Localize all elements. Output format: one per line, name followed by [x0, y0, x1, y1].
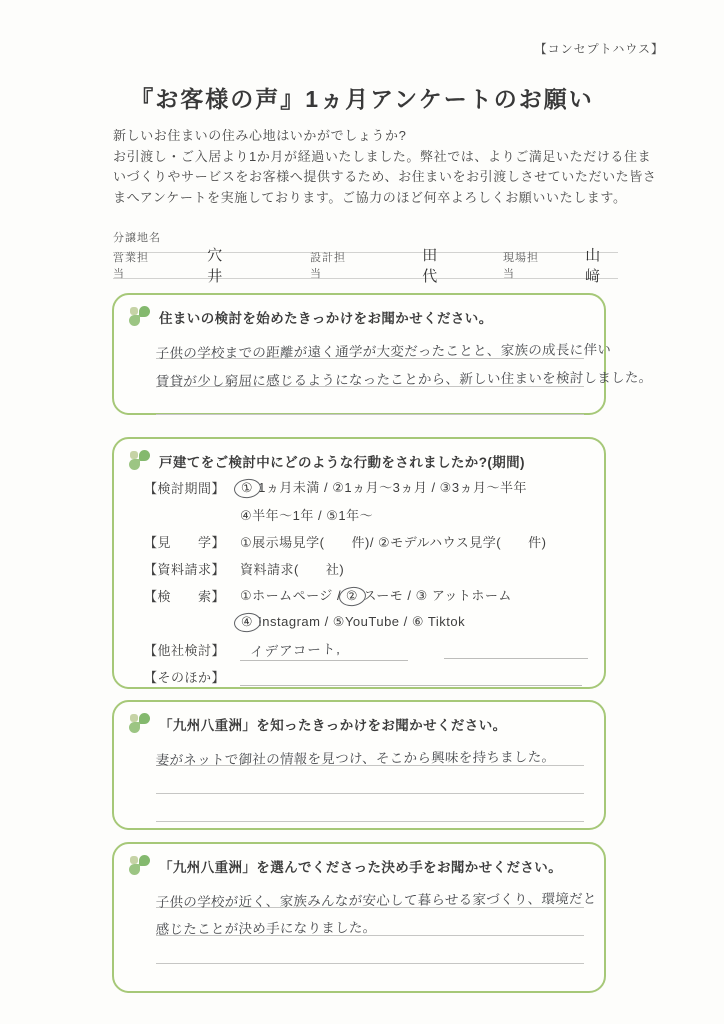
question-box-start-reason — [112, 293, 653, 415]
answer-line-empty — [156, 766, 584, 794]
row-label: 【見 学】 — [144, 535, 226, 550]
question-box-how-knew — [112, 700, 606, 830]
answer-line-empty — [444, 640, 588, 659]
intro-line: 新しいお住まいの住み心地はいかがでしょうか? — [113, 128, 407, 143]
site-staff-name: 山﨑 — [585, 246, 603, 285]
answer-line-empty — [156, 387, 584, 415]
answer-line — [155, 359, 653, 390]
green-squares-icon — [129, 306, 150, 327]
answer-area — [114, 734, 604, 822]
row-label: 【他社検討】 — [144, 643, 226, 658]
row-tour — [144, 528, 588, 555]
row-etc — [144, 663, 588, 690]
row-label: 【検討期間】 — [144, 481, 226, 496]
row-consideration-period-2 — [144, 501, 588, 528]
question-box-activities — [112, 437, 606, 689]
question-header — [114, 295, 604, 327]
intro-line: お引渡し・ご入居より1か月が経過いたしました。弊社では、よりご満足いただける住ま — [113, 148, 652, 164]
handwritten-answer: 子供の学校までの距離が遠く通学が大変だったことと、家族の成長に伴い — [155, 342, 612, 361]
answer-area — [114, 876, 604, 964]
subdivision-label: 分譲地名 — [113, 232, 161, 244]
handwritten-answer: 子供の学校が近く、家族みんなが安心して暮らせる家づくり、環境だと — [155, 891, 597, 910]
row-search — [144, 582, 588, 609]
sales-staff-label: 営業担当 — [113, 251, 149, 280]
row-search-2 — [144, 609, 588, 636]
green-squares-icon — [129, 450, 150, 471]
answer-line — [156, 908, 584, 936]
row-other-companies — [144, 636, 588, 663]
row-label: 【検 索】 — [144, 589, 226, 604]
green-squares-icon — [129, 855, 150, 876]
row-options: ①ホームページ / ② スーモ / ③ アットホーム — [240, 585, 512, 606]
row-label: 【そのほか】 — [144, 670, 226, 685]
question-title: 「九州八重洲」を選んでくださった決め手をお聞かせください。 — [159, 859, 563, 875]
row-options: 資料請求( 社) — [240, 562, 345, 577]
answer-line-empty — [240, 667, 582, 686]
handwritten-answer: イデアコート, — [249, 640, 342, 660]
circled-option-4: ④ — [233, 611, 262, 633]
row-document-request — [144, 555, 588, 582]
question-header — [114, 702, 604, 734]
row-options: ①展示場見学( 件)/ ②モデルハウス見学( 件) — [240, 535, 547, 550]
survey-rows — [114, 471, 604, 690]
page-title: 『お客様の声』1ヵ月アンケートのお願い — [130, 86, 594, 113]
question-header — [114, 844, 604, 876]
handwritten-answer: 賃貸が少し窮屈に感じるようになったことから、新しい住まいを検討しました。 — [155, 369, 653, 390]
handwritten-answer: 感じたことが決め手になりました。 — [155, 920, 377, 937]
answer-line — [155, 880, 597, 910]
intro-line: いづくりやサービスをお客様へ提供するため、お住まいをお引渡しさせていただいた皆さ — [113, 169, 657, 184]
answer-line-empty — [156, 936, 584, 964]
answer-line — [240, 639, 408, 661]
row-options: ④半年〜1年 / ⑤1年〜 — [240, 508, 374, 523]
question-title: 戸建てをご検討中にどのような行動をされましたか?(期間) — [159, 454, 525, 470]
handwritten-answer: 妻がネットで御社の情報を見つけ、そこから興味を持ちました。 — [155, 749, 556, 768]
question-title: 住まいの検討を始めたきっかけをお聞かせください。 — [159, 310, 493, 326]
intro-paragraph — [113, 126, 657, 208]
row-label: 【資料請求】 — [144, 562, 226, 577]
question-title: 「九州八重洲」を知ったきっかけをお聞かせください。 — [159, 717, 507, 733]
design-staff-label: 設計担当 — [310, 251, 346, 280]
circled-option-2: ② — [338, 585, 367, 607]
row-options: ① 1ヵ月未満 / ②1ヵ月〜3ヵ月 / ③3ヵ月〜半年 — [240, 477, 527, 498]
design-staff-name: 田代 — [422, 246, 440, 285]
company-tag: 【コンセプトハウス】 — [534, 42, 664, 56]
question-header — [114, 439, 604, 471]
question-box-deciding-factor — [112, 842, 606, 993]
row-options: ④ Instagram / ⑤YouTube / ⑥ Tiktok — [240, 613, 465, 632]
answer-line-empty — [156, 794, 584, 822]
intro-line: まへアンケートを実施しております。ご協力のほど何卒よろしくお願いいたします。 — [113, 189, 627, 205]
staff-row — [113, 246, 618, 285]
answer-line — [156, 738, 584, 766]
sales-staff-name: 穴井 — [207, 246, 225, 285]
green-squares-icon — [129, 713, 150, 734]
circled-option-1: ① — [233, 477, 262, 499]
site-staff-label: 現場担当 — [503, 251, 539, 280]
answer-line — [155, 331, 612, 361]
answer-area — [114, 327, 653, 415]
row-consideration-period — [144, 474, 588, 501]
